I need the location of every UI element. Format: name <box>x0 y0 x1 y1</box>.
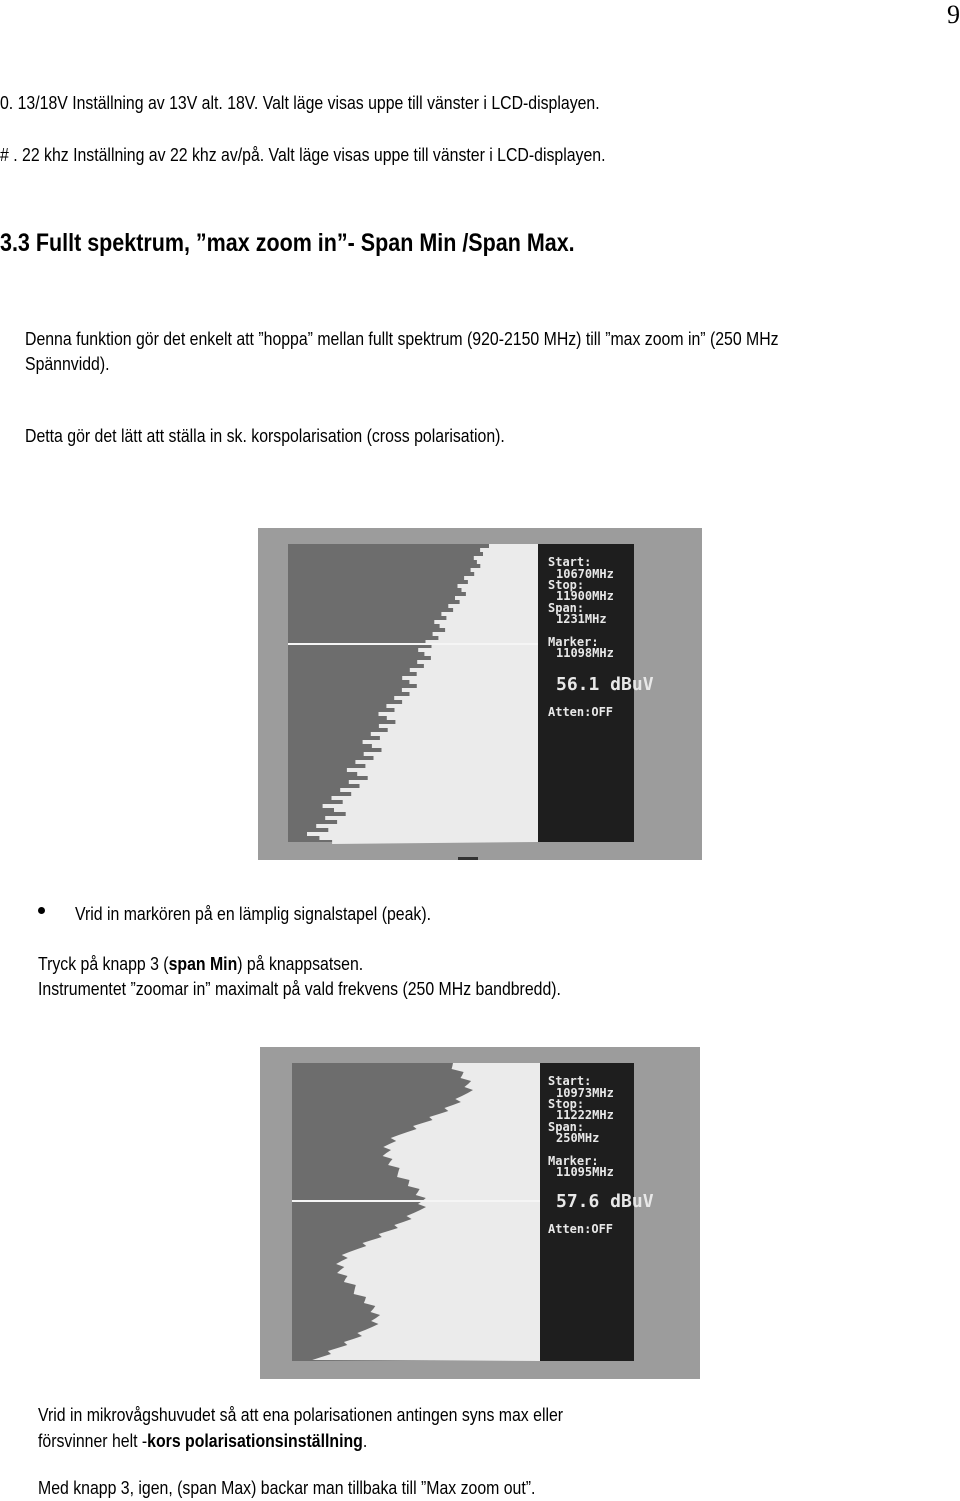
stop-label: Stop: <box>548 1097 585 1111</box>
marker-value: 11098MHz <box>556 646 614 660</box>
paragraph-2: Detta gör det lätt att ställa in sk. korspolarisation (cross polarisation). <box>25 426 505 446</box>
span-value: 1231MHz <box>556 612 607 626</box>
spectrum-screenshot-zoomed <box>260 1047 700 1379</box>
stop-value: 11222MHz <box>556 1108 614 1122</box>
item-13-18v: 0. 13/18V Inställning av 13V alt. 18V. Valt läge visas uppe till vänster i LCD-displayen. <box>0 93 600 113</box>
marker-value: 11095MHz <box>556 1165 614 1179</box>
bullet-icon <box>38 907 45 914</box>
start-value: 10670MHz <box>556 567 614 581</box>
marker-label: Marker: <box>548 1154 599 1168</box>
item-22khz: # . 22 khz Inställning av 22 khz av/på. Valt läge visas uppe till vänster i LCD-displayen. <box>0 145 606 165</box>
span-label: Span: <box>548 1120 585 1134</box>
step-2-bold: span Min <box>168 954 238 974</box>
paragraph-1-line-2: Spännvidd). <box>25 354 110 374</box>
level-readout: 57.6 dBuV <box>556 1191 654 1212</box>
closing-line-2-text: försvinner helt - <box>38 1431 148 1451</box>
step-2-text: Tryck på knapp 3 ( <box>38 954 169 974</box>
closing-line-1: Vrid in mikrovågshuvudet så att ena polarisationen antingen syns max eller <box>38 1405 564 1425</box>
closing-line-2-bold: kors polarisationsinställning <box>147 1431 363 1451</box>
stop-label: Stop: <box>548 578 585 592</box>
paragraph-1-line-1: Denna funktion gör det enkelt att ”hoppa” mellan fullt spektrum (920-2150 MHz) till ”max zoom in” (250 MHz <box>25 329 779 349</box>
spectrum-screenshot-full <box>258 528 702 860</box>
step-2-text-end: ) på knappsatsen. <box>237 954 364 974</box>
level-readout: 56.1 dBuV <box>556 674 654 695</box>
start-label: Start: <box>548 555 592 569</box>
step-1: Vrid in markören på en lämplig signalstapel (peak). <box>75 904 432 924</box>
step-3: Instrumentet ”zoomar in” maximalt på vald frekvens (250 MHz bandbredd). <box>38 979 561 999</box>
atten-readout: Atten:OFF <box>548 705 614 719</box>
stop-value: 11900MHz <box>556 589 614 603</box>
closing-line-2-end: . <box>362 1431 368 1451</box>
atten-readout: Atten:OFF <box>548 1222 614 1236</box>
step-2 <box>38 953 363 975</box>
span-value: 250MHz <box>556 1131 600 1145</box>
closing-line-3: Med knapp 3, igen, (span Max) backar man tillbaka till ”Max zoom out”. <box>38 1478 536 1498</box>
span-label: Span: <box>548 601 585 615</box>
marker-label: Marker: <box>548 635 599 649</box>
section-heading: 3.3 Fullt spektrum, ”max zoom in”- Span Min /Span Max. <box>0 229 575 257</box>
start-label: Start: <box>548 1074 592 1088</box>
page-number: 9 <box>947 0 960 29</box>
start-value: 10973MHz <box>556 1086 614 1100</box>
closing-line-2 <box>38 1430 367 1452</box>
